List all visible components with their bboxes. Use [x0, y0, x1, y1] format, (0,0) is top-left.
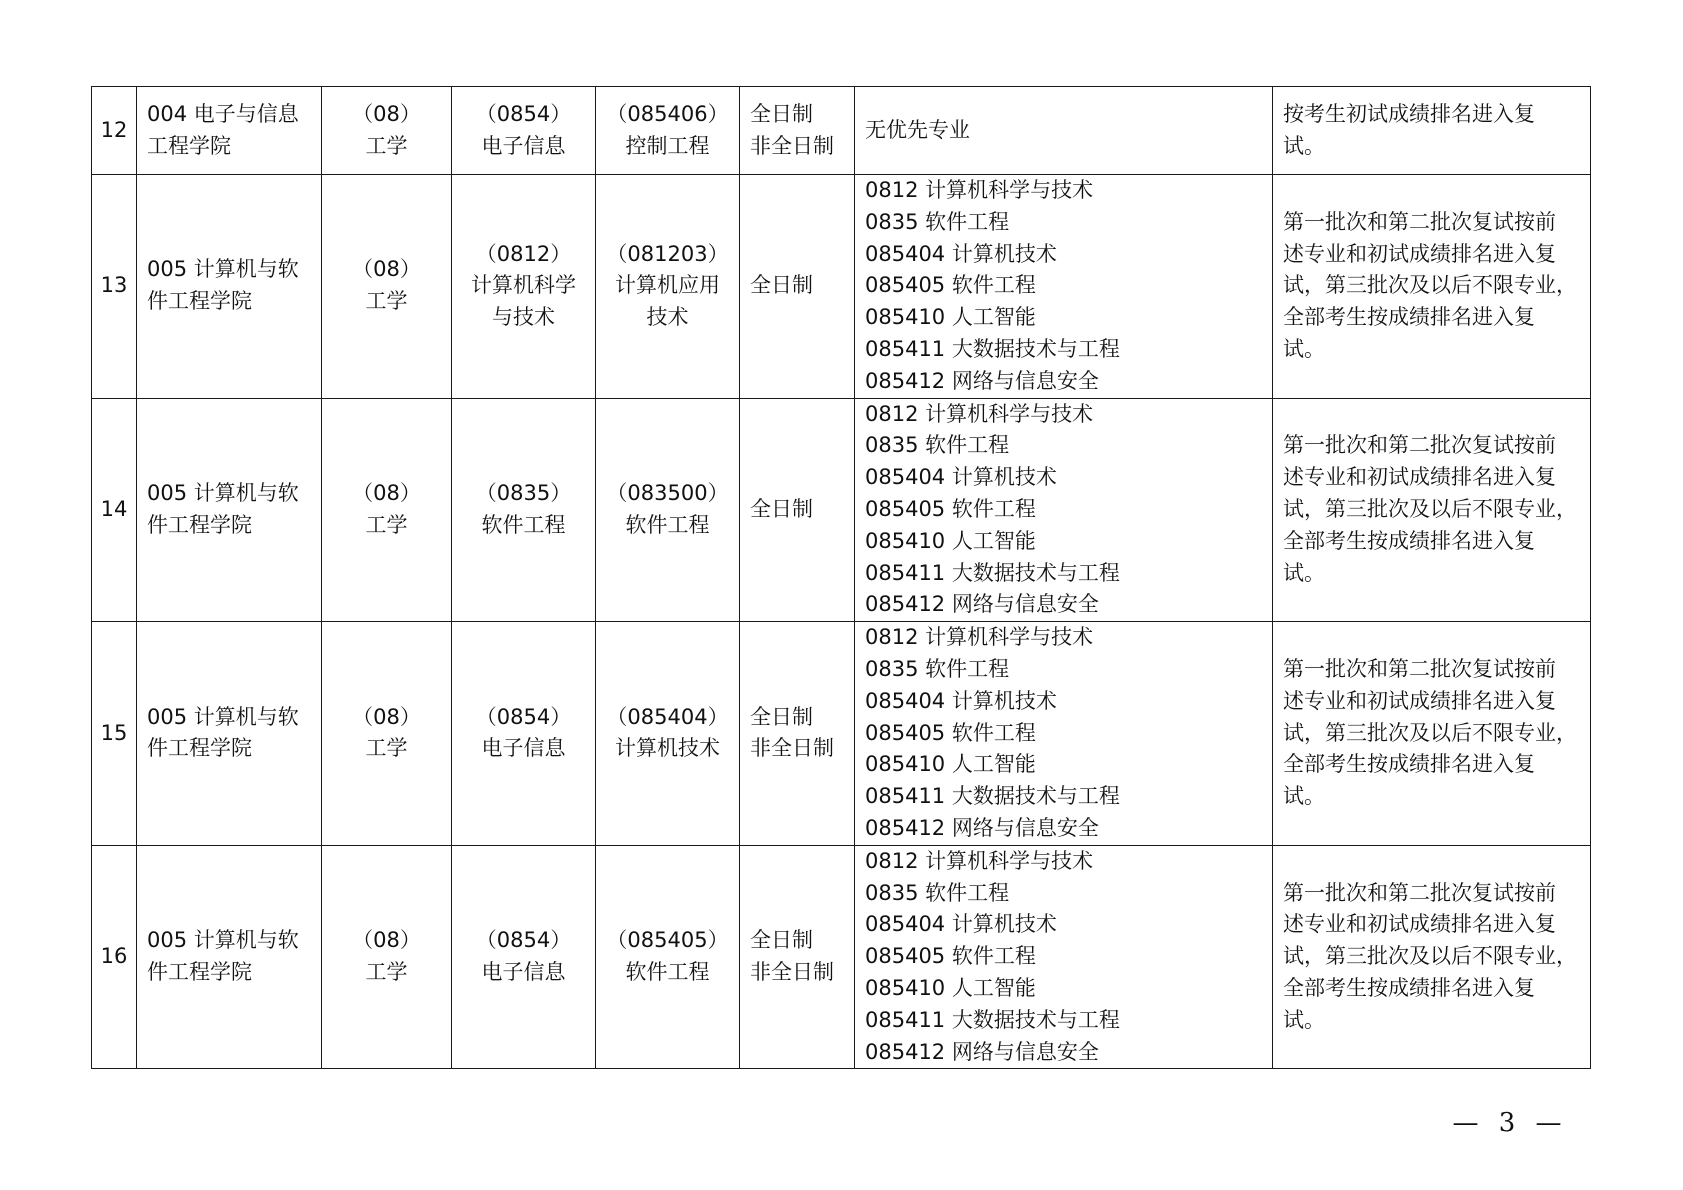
priority-majors-line: 085405 软件工程 — [865, 944, 1036, 969]
category-line: （08） — [352, 481, 421, 506]
first-subject-line: （0854） — [475, 101, 572, 126]
admission-rule-line: 述专业和初试成绩排名进入复 — [1283, 465, 1556, 490]
major-line: 技术 — [646, 305, 689, 330]
admission-rule-line: 试。 — [1283, 784, 1325, 809]
college-cell — [137, 398, 322, 622]
row-number: 15 — [100, 720, 128, 745]
row-number: 13 — [100, 273, 128, 298]
row-number-cell — [92, 87, 137, 175]
first-subject-cell — [452, 398, 596, 622]
category-line: 工学 — [365, 133, 408, 158]
priority-majors-line: 085410 人工智能 — [865, 528, 1036, 553]
category-cell — [322, 845, 452, 1069]
category-line: 工学 — [365, 289, 408, 314]
first-subject-cell — [452, 87, 596, 175]
priority-majors-line: 0812 计算机科学与技术 — [865, 625, 1094, 650]
priority-majors-line: 0835 软件工程 — [865, 433, 1010, 458]
category-cell — [322, 622, 452, 846]
study-mode-cell — [740, 845, 855, 1069]
major-cell — [596, 398, 740, 622]
first-subject-line: 电子信息 — [481, 736, 566, 761]
row-number-cell — [92, 622, 137, 846]
study-mode-cell — [740, 398, 855, 622]
admission-rule-cell — [1273, 622, 1591, 846]
priority-majors-line: 0835 软件工程 — [865, 880, 1010, 905]
priority-majors-line: 085411 大数据技术与工程 — [865, 336, 1120, 361]
table-row — [92, 87, 1591, 175]
priority-majors-line: 085412 网络与信息安全 — [865, 1039, 1099, 1064]
admission-rule-line: 试。 — [1283, 1007, 1325, 1032]
priority-majors-line: 0835 软件工程 — [865, 656, 1010, 681]
priority-majors-line: 085412 网络与信息安全 — [865, 368, 1099, 393]
table-row — [92, 175, 1591, 399]
first-subject-line: 与技术 — [492, 305, 555, 330]
study-mode-line: 全日制 — [750, 101, 813, 126]
row-number-cell — [92, 175, 137, 399]
priority-majors-line: 0812 计算机科学与技术 — [865, 401, 1094, 426]
college-cell — [137, 175, 322, 399]
major-line: 计算机技术 — [615, 736, 720, 761]
first-subject-cell — [452, 845, 596, 1069]
college-line: 件工程学院 — [147, 960, 252, 985]
row-number: 16 — [100, 944, 128, 969]
priority-majors-line: 085411 大数据技术与工程 — [865, 784, 1120, 809]
admission-rule-line: 试，第三批次及以后不限专业， — [1283, 944, 1577, 969]
first-subject-cell — [452, 622, 596, 846]
college-line: 件工程学院 — [147, 512, 252, 537]
first-subject-line: （0812） — [475, 241, 572, 266]
priority-majors-line: 085405 软件工程 — [865, 496, 1036, 521]
college-line: 件工程学院 — [147, 736, 252, 761]
row-number: 14 — [100, 496, 128, 521]
first-subject-line: （0835） — [475, 481, 572, 506]
category-line: 工学 — [365, 960, 408, 985]
major-line: （085405） — [606, 928, 729, 953]
category-line: 工学 — [365, 736, 408, 761]
table-row — [92, 845, 1591, 1069]
priority-majors-cell — [855, 87, 1273, 175]
table-row — [92, 622, 1591, 846]
priority-majors-line: 无优先专业 — [865, 117, 970, 142]
row-number-cell — [92, 398, 137, 622]
major-cell — [596, 622, 740, 846]
admission-rule-line: 试，第三批次及以后不限专业， — [1283, 496, 1577, 521]
priority-majors-line: 085411 大数据技术与工程 — [865, 1007, 1120, 1032]
page-number: — 3 — — [1452, 1108, 1568, 1138]
priority-majors-line: 085412 网络与信息安全 — [865, 592, 1099, 617]
first-subject-line: （0854） — [475, 928, 572, 953]
admission-rule-line: 述专业和初试成绩排名进入复 — [1283, 912, 1556, 937]
row-number: 12 — [100, 117, 128, 142]
college-cell — [137, 845, 322, 1069]
first-subject-line: 电子信息 — [481, 960, 566, 985]
college-line: 工程学院 — [147, 133, 231, 158]
priority-majors-line: 085404 计算机技术 — [865, 241, 1057, 266]
study-mode-line: 全日制 — [750, 496, 813, 521]
college-line: 005 计算机与软 — [147, 481, 299, 506]
college-line: 005 计算机与软 — [147, 257, 299, 282]
category-cell — [322, 175, 452, 399]
first-subject-cell — [452, 175, 596, 399]
major-line: 计算机应用 — [615, 273, 720, 298]
priority-majors-line: 085404 计算机技术 — [865, 465, 1057, 490]
major-cell — [596, 175, 740, 399]
admission-rule-line: 试。 — [1283, 336, 1325, 361]
major-line: 软件工程 — [625, 512, 710, 537]
admission-table — [91, 86, 1591, 1069]
college-line: 005 计算机与软 — [147, 928, 299, 953]
admission-rule-line: 全部考生按成绩排名进入复 — [1283, 528, 1535, 553]
major-line: （085406） — [606, 101, 729, 126]
admission-rule-line: 第一批次和第二批次复试按前 — [1283, 656, 1556, 681]
admission-rule-line: 试。 — [1283, 133, 1325, 158]
priority-majors-line: 085410 人工智能 — [865, 305, 1036, 330]
category-line: （08） — [352, 928, 421, 953]
priority-majors-cell — [855, 175, 1273, 399]
priority-majors-line: 0812 计算机科学与技术 — [865, 178, 1094, 202]
category-line: 工学 — [365, 512, 408, 537]
table-row — [92, 398, 1591, 622]
priority-majors-line: 085412 网络与信息安全 — [865, 815, 1099, 840]
admission-rule-line: 第一批次和第二批次复试按前 — [1283, 433, 1556, 458]
category-cell — [322, 87, 452, 175]
priority-majors-line: 085410 人工智能 — [865, 752, 1036, 777]
first-subject-line: 电子信息 — [481, 133, 566, 158]
admission-rule-line: 全部考生按成绩排名进入复 — [1283, 975, 1535, 1000]
category-line: （08） — [352, 704, 421, 729]
admission-rule-line: 全部考生按成绩排名进入复 — [1283, 752, 1535, 777]
priority-majors-cell — [855, 845, 1273, 1069]
row-number-cell — [92, 845, 137, 1069]
table-body — [92, 87, 1591, 1069]
first-subject-line: 软件工程 — [481, 512, 566, 537]
admission-rule-line: 述专业和初试成绩排名进入复 — [1283, 241, 1556, 266]
priority-majors-line: 0812 计算机科学与技术 — [865, 848, 1094, 873]
major-cell — [596, 87, 740, 175]
admission-rule-cell — [1273, 398, 1591, 622]
priority-majors-cell — [855, 622, 1273, 846]
major-line: （081203） — [606, 241, 729, 266]
college-line: 005 计算机与软 — [147, 704, 299, 729]
study-mode-line: 非全日制 — [750, 736, 834, 761]
admission-rule-line: 试，第三批次及以后不限专业， — [1283, 720, 1577, 745]
college-line: 004 电子与信息 — [147, 101, 299, 126]
admission-rule-line: 按考生初试成绩排名进入复 — [1283, 101, 1535, 126]
study-mode-line: 非全日制 — [750, 133, 834, 158]
study-mode-line: 非全日制 — [750, 960, 834, 985]
priority-majors-line: 085410 人工智能 — [865, 975, 1036, 1000]
college-line: 件工程学院 — [147, 289, 252, 314]
major-cell — [596, 845, 740, 1069]
college-cell — [137, 87, 322, 175]
study-mode-line: 全日制 — [750, 928, 813, 953]
priority-majors-line: 085405 软件工程 — [865, 273, 1036, 298]
admission-rule-line: 全部考生按成绩排名进入复 — [1283, 305, 1535, 330]
category-line: （08） — [352, 101, 421, 126]
admission-rule-line: 试。 — [1283, 560, 1325, 585]
major-line: （083500） — [606, 481, 729, 506]
priority-majors-line: 0835 软件工程 — [865, 209, 1010, 234]
admission-rule-cell — [1273, 845, 1591, 1069]
priority-majors-line: 085405 软件工程 — [865, 720, 1036, 745]
priority-majors-line: 085411 大数据技术与工程 — [865, 560, 1120, 585]
major-line: 控制工程 — [625, 133, 710, 158]
category-line: （08） — [352, 257, 421, 282]
study-mode-cell — [740, 622, 855, 846]
priority-majors-cell — [855, 398, 1273, 622]
priority-majors-line: 085404 计算机技术 — [865, 688, 1057, 713]
admission-rule-line: 述专业和初试成绩排名进入复 — [1283, 688, 1556, 713]
priority-majors-line: 085404 计算机技术 — [865, 912, 1057, 937]
first-subject-line: 计算机科学 — [471, 273, 576, 298]
category-cell — [322, 398, 452, 622]
study-mode-cell — [740, 87, 855, 175]
major-line: （085404） — [606, 704, 729, 729]
admission-rule-line: 第一批次和第二批次复试按前 — [1283, 209, 1556, 234]
admission-rule-cell — [1273, 87, 1591, 175]
study-mode-cell — [740, 175, 855, 399]
major-line: 软件工程 — [625, 960, 710, 985]
study-mode-line: 全日制 — [750, 704, 813, 729]
first-subject-line: （0854） — [475, 704, 572, 729]
admission-rule-cell — [1273, 175, 1591, 399]
admission-rule-line: 第一批次和第二批次复试按前 — [1283, 880, 1556, 905]
study-mode-line: 全日制 — [750, 273, 813, 298]
admission-rule-line: 试，第三批次及以后不限专业， — [1283, 273, 1577, 298]
college-cell — [137, 622, 322, 846]
